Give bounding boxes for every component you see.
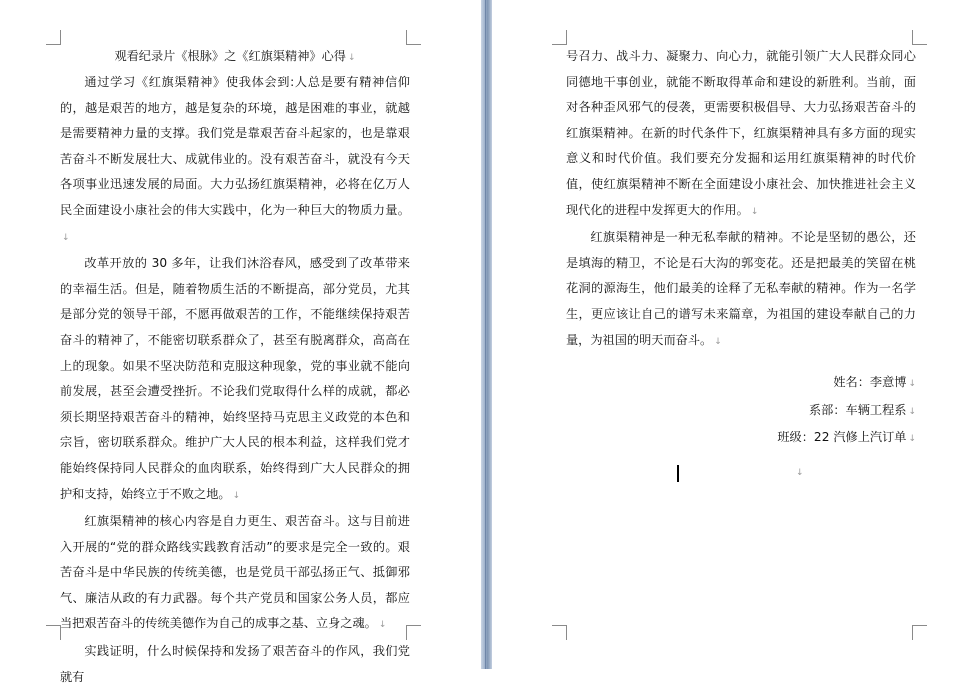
paragraph-mark: ↓	[348, 53, 356, 63]
paragraph-text: 通过学习《红旗渠精神》使我体会到:人总是要有精神信仰的，越是艰苦的地方，越是复杂的环境，越是困难的事业，就越是需要精神力量的支撑。我们党是靠艰苦奋斗起家的，也是靠艰苦奋斗不断发展壮大、成就伟业的。没有艰苦奋斗，就没有今天各项事业迅速发展的局面。大力弘扬红旗渠精神，必将在亿万人民全面建设小康社会的伟大实践中，化为一种巨大的物质力量。	[60, 75, 410, 217]
crop-mark-top-right	[406, 30, 421, 45]
crop-mark-top-right	[912, 30, 927, 45]
signature-department-line[interactable]	[566, 398, 916, 426]
paragraph-mark: ↓	[908, 379, 916, 389]
paragraph[interactable]	[60, 70, 410, 251]
paragraph[interactable]	[60, 251, 410, 509]
paragraph-mark: ↓	[750, 206, 759, 217]
paragraph-mark: ↓	[232, 490, 241, 501]
text-cursor	[677, 465, 679, 482]
paragraph-mark: ↓	[714, 336, 722, 347]
paragraph-text: 红旗渠精神是一种无私奉献的精神。不论是坚韧的愚公，还是填海的精卫，不论是石大沟的郭变花。还是把最美的笑留在桃花洞的源海生，他们最美的诠释了无私奉献的精神。作为一名学生，更应该让自己的谱写未来篇章，为祖国的建设奉献自己的力量，为祖国的明天而奋斗。	[566, 230, 916, 347]
crop-mark-bottom-right	[912, 625, 927, 640]
paragraph[interactable]	[60, 639, 410, 690]
signature-block[interactable]	[566, 370, 916, 453]
paragraph-mark: ↓	[908, 406, 916, 417]
paragraph-mark: ↓	[62, 232, 70, 243]
crop-mark-top-left	[552, 30, 567, 45]
paragraph[interactable]	[566, 44, 916, 225]
paragraph-text: 实践证明，什么时候保持和发扬了艰苦奋斗的作风，我们党就有	[60, 644, 410, 684]
left-page-body[interactable]	[60, 70, 410, 690]
title-text: 观看纪录片《根脉》之《红旗渠精神》心得	[114, 49, 346, 63]
crop-mark-bottom-left	[552, 625, 567, 640]
signature-department: 系部：车辆工程系	[808, 402, 907, 417]
signature-class-line[interactable]	[566, 425, 916, 453]
document-title[interactable]	[60, 44, 410, 72]
paragraph-mark: ↓	[796, 468, 804, 478]
signature-class: 班级：22 汽修上汽订单	[777, 430, 907, 445]
paragraph-mark: ↓	[908, 434, 916, 445]
paragraph[interactable]	[60, 509, 410, 639]
signature-name-line[interactable]	[566, 370, 916, 398]
paragraph-text: 号召力、战斗力、凝聚力、向心力，就能引领广大人民群众同心同德地干事创业，就能不断取得革命和建设的新胜利。当前，面对各种歪风邪气的侵袭，更需要积极倡导、大力弘扬艰苦奋斗的红旗渠精神。在新的时代条件下，红旗渠精神具有多方面的现实意义和时代价值。我们要充分发掘和运用红旗渠精神的时代价值，使红旗渠精神不断在全面建设小康社会、加快推进社会主义现代化的进程中发挥更大的作用。	[566, 49, 916, 217]
right-page-body[interactable]	[566, 44, 916, 355]
document-page-left[interactable]	[0, 0, 481, 684]
signature-name: 姓名：李意博	[833, 375, 907, 389]
paragraph[interactable]	[566, 225, 916, 355]
page-gutter	[481, 0, 492, 669]
paragraph-text: 红旗渠精神的核心内容是自力更生、艰苦奋斗。这与目前进入开展的“党的群众路线实践教育活动”的要求是完全一致的。艰苦奋斗是中华民族的传统美德，也是党员干部弘扬正气、抵御邪气、廉洁从政的有力武器。每个共产党员和国家公务人员，都应当把艰苦奋斗的传统美德作为自己的成事之基、立身之魂。	[60, 514, 410, 631]
paragraph-mark: ↓	[378, 620, 387, 631]
crop-mark-bottom-left	[46, 625, 61, 640]
crop-mark-top-left	[46, 30, 61, 45]
paragraph-text: 改革开放的 30 多年，让我们沐浴春风，感受到了改革带来的幸福生活。但是，随着物质生活的不断提高，部分党员，尤其是部分党的领导干部，不愿再做艰苦的工作，不能继续保持艰苦奋斗的精神了，不能密切联系群众了，甚至有脱离群众，高高在上的现象。如果不坚决防范和克服这种现象，党的事业就不能向前发展，甚至会遭受挫折。不论我们党取得什么样的成就，都必须长期坚持艰苦奋斗的精神，始终坚持马克思主义政党的本色和宗旨，密切联系群众。维护广大人民的根本利益，这样我们党才能始终保持同人民群众的血肉联系，始终得到广大人民群众的拥护和支持，始终立于不败之地。	[60, 256, 410, 501]
document-page-right[interactable]	[492, 0, 973, 669]
